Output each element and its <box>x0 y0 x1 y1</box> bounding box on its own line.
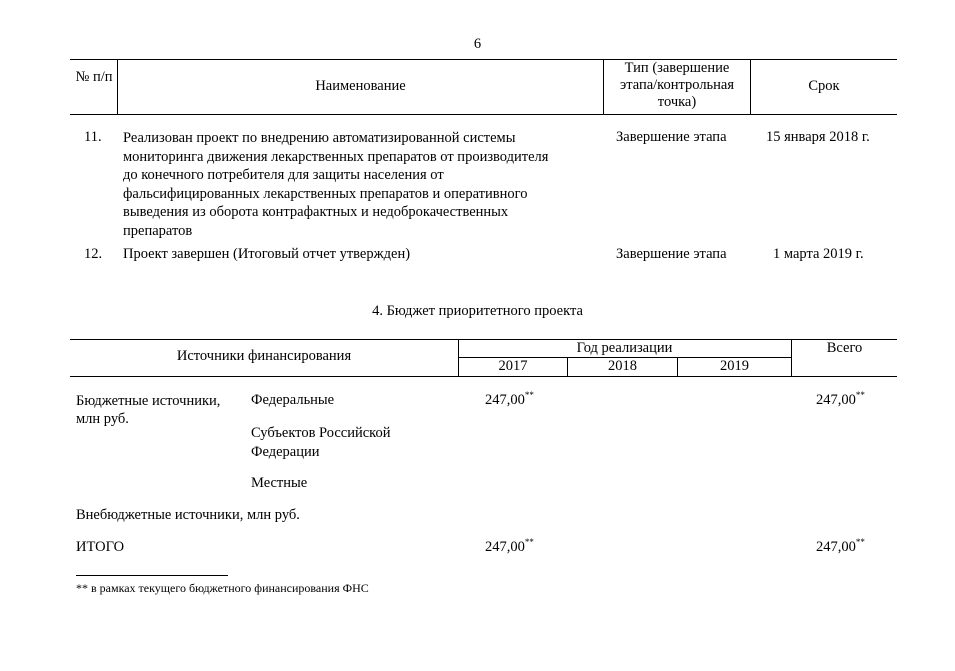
value-total: 247,00** <box>816 390 865 408</box>
row-number: 12. <box>84 246 103 262</box>
row-name-line: мониторинга движения лекарственных препаратов от производителя <box>123 148 549 165</box>
label-line: Субъектов Российской <box>251 425 391 441</box>
row-number: 11. <box>84 129 102 145</box>
label-line: Федерации <box>251 444 320 460</box>
header-name: Наименование <box>315 78 406 94</box>
row-name-line: выведения из оборота контрафактных и недоброкачественных <box>123 204 509 221</box>
budget-title: 4. Бюджет приоритетного проекта <box>372 303 583 319</box>
header-date: Срок <box>808 78 840 94</box>
column-divider <box>603 59 604 114</box>
row-name <box>123 129 548 241</box>
offbudget-label: Внебюджетные источники, млн руб. <box>76 507 300 523</box>
budget-sources-label <box>76 392 220 428</box>
header-year-2018: 2018 <box>608 358 637 374</box>
header-year-group: Год реализации <box>576 340 673 356</box>
row-name-line: Реализован проект по внедрению автоматизированной системы <box>123 130 516 146</box>
label-line: Бюджетные источники, <box>76 393 221 409</box>
sub-source-label <box>251 424 391 462</box>
row-date: 1 марта 2019 г. <box>773 246 864 262</box>
table-header-bottom-border <box>70 376 897 377</box>
header-year-2019: 2019 <box>720 358 749 374</box>
sub-source-label: Федеральные <box>251 392 335 408</box>
footnote-separator <box>76 575 228 576</box>
header-total: Всего <box>826 340 863 356</box>
footnote: ** в рамках текущего бюджетного финансирования ФНС <box>76 581 369 595</box>
row-date: 15 января 2018 г. <box>766 129 870 145</box>
header-year-2017: 2017 <box>498 358 528 374</box>
row-name: Проект завершен (Итоговый отчет утвержден) <box>123 246 411 262</box>
page-number: 6 <box>473 36 482 52</box>
row-name-line: препаратов <box>123 222 193 239</box>
header-sources: Источники финансирования <box>176 348 352 364</box>
total-2017: 247,00** <box>485 537 534 555</box>
table-header-bottom-border <box>70 114 897 115</box>
label-line: млн руб. <box>76 411 129 427</box>
total-all: 247,00** <box>816 537 865 555</box>
row-type: Завершение этапа <box>616 129 727 145</box>
row-name-line: фальсифицированных лекарственных препаратов и оперативного <box>123 185 528 202</box>
total-label: ИТОГО <box>76 539 125 555</box>
value-2017: 247,00** <box>485 390 534 408</box>
header-num: № п/п <box>75 69 113 85</box>
row-type: Завершение этапа <box>616 246 727 262</box>
header-type: Тип (завершение этапа/контрольная точка) <box>619 60 735 110</box>
row-name-line: до конечного потребителя для защиты населения от <box>123 167 444 184</box>
sub-source-label: Местные <box>251 475 308 491</box>
table-top-border <box>70 59 897 60</box>
